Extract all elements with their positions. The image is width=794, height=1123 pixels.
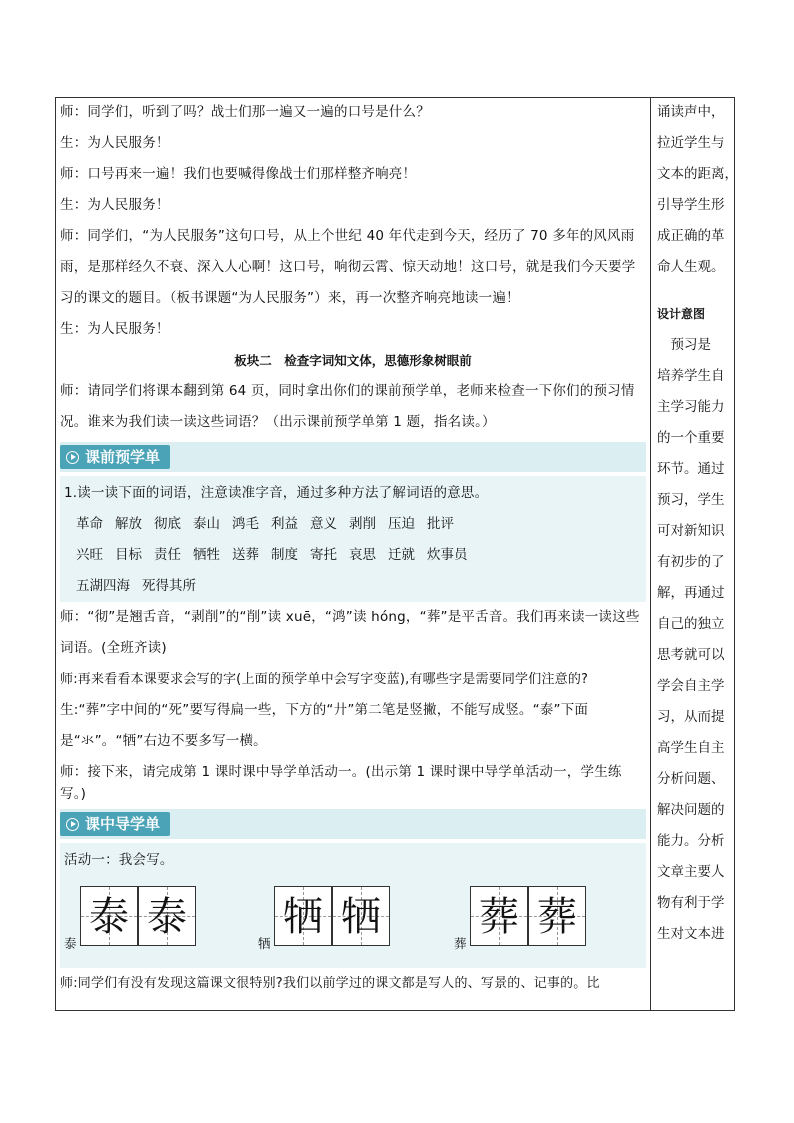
column-divider xyxy=(650,97,651,1011)
vocab-word: 剥削 xyxy=(349,516,376,532)
teacher-paragraph: 师：“彻”是翘舌音，“剥削”的“削”读 xuē，“鸿”读 hóng，“葬”是平舌音。我们再来读一读这些词语。(全班齐读) xyxy=(60,609,640,656)
teacher-line: 师:再来看看本课要求会写的字(上面的预学单中会写字变蓝),有哪些字是需要同学们注意的? xyxy=(60,672,589,687)
vocab-word: 制度 xyxy=(271,547,298,563)
note-line: 拉近学生与 xyxy=(657,135,725,151)
note-line: 的一个重要 xyxy=(657,430,725,446)
note-line: 高学生自主 xyxy=(657,740,725,756)
vocab-word: 五湖四海 xyxy=(76,578,130,594)
note-line: 思考就可以 xyxy=(657,647,725,663)
vocab-word: 意义 xyxy=(310,516,337,532)
vocab-word: 兴旺 xyxy=(76,547,103,563)
note-line: 物有利于学 xyxy=(657,895,725,911)
dialogue-line: 师：同学们，听到了吗？战士们那一遍又一遍的口号是什么？ xyxy=(60,104,430,120)
task-instruction: 1.读一读下面的词语，注意读准字音，通过多种方法了解词语的意思。 xyxy=(64,485,489,501)
vocab-word: 迁就 xyxy=(388,547,415,563)
design-intent-title: 设计意图 xyxy=(657,307,706,321)
pre-study-banner xyxy=(60,442,646,472)
vocab-word: 哀思 xyxy=(349,547,376,563)
teacher-line: 师:同学们有没有发现这篇课文很特别?我们以前学过的课文都是写人的、写景的、记事的。比 xyxy=(60,976,600,991)
note-line: 文章主要人 xyxy=(657,864,725,880)
design-notes-column xyxy=(657,97,738,950)
vocab-word: 泰山 xyxy=(193,516,220,532)
character-label: 牺 xyxy=(258,936,271,951)
banner-label: 课中导学单 xyxy=(85,815,161,833)
note-line: 有初步的了 xyxy=(657,554,725,570)
note-line: 诵读声中， xyxy=(657,104,725,120)
student-paragraph: 生:“葬”字中间的“死”要写得扁一些，下方的“廾”第二笔是竖撇，不能写成竖。“泰”下面是“氺”。“牺”右边不要多写一横。 xyxy=(60,702,589,749)
note-line: 生对文本进 xyxy=(657,926,725,942)
practice-character: 泰 xyxy=(147,894,187,940)
dialogue-line: 生：为人民服务！ xyxy=(60,135,170,151)
note-line: 学会自主学 xyxy=(657,678,725,694)
teacher-paragraph: 师：同学们，“为人民服务”这句口号，从上个世纪 40 年代走到今天，经历了 70 多年的风风雨雨，是那样经久不衰、深入人心啊！这口号，响彻云霄、惊天动地！这口号，就是我们今天要学习的课文的题目。（板书课题“为人民服务”）来，再一次整齐响亮地读一遍！ xyxy=(60,228,636,306)
vocab-word: 利益 xyxy=(271,516,298,532)
note-line: 能力。分析 xyxy=(657,833,725,849)
practice-character: 牺 xyxy=(341,894,381,940)
note-line: 解决问题的 xyxy=(657,802,725,818)
vocab-word: 牺牲 xyxy=(193,547,220,563)
word-row xyxy=(64,540,642,571)
vocab-word: 炊事员 xyxy=(427,547,468,563)
note-line: 习，从而提 xyxy=(657,709,725,725)
vocab-word: 彻底 xyxy=(154,516,181,532)
note-line: 分析问题、 xyxy=(657,771,725,787)
dialogue-line: 生：为人民服务！ xyxy=(60,321,170,337)
in-class-box xyxy=(60,843,646,968)
in-class-banner xyxy=(60,809,646,839)
practice-character: 葬 xyxy=(537,894,577,940)
main-column xyxy=(60,97,646,999)
dialogue-line: 生：为人民服务！ xyxy=(60,197,170,213)
word-row xyxy=(64,509,642,540)
note-line: 自己的独立 xyxy=(657,616,725,632)
note-line: 命人生观。 xyxy=(657,259,725,275)
teacher-paragraph: 师：请同学们将课本翻到第 64 页，同时拿出你们的课前预学单，老师来检查一下你们的预习情况。谁来为我们读一读这些词语？（出示课前预学单第 1 题，指名读。） xyxy=(60,383,635,430)
note-line: 环节。通过 xyxy=(657,461,725,477)
activity-label: 活动一：我会写。 xyxy=(64,852,174,868)
note-line: 主学习能力 xyxy=(657,399,725,415)
vocab-word: 批评 xyxy=(427,516,454,532)
vocab-word: 解放 xyxy=(115,516,142,532)
note-line: 文本的距离， xyxy=(657,166,738,182)
vocab-word: 死得其所 xyxy=(142,578,196,594)
character-label: 葬 xyxy=(454,936,467,951)
word-row xyxy=(64,571,642,602)
writing-practice xyxy=(64,876,642,968)
play-circle-icon xyxy=(66,451,79,464)
section-heading: 板块二 检查字词知文体，思德形象树眼前 xyxy=(234,353,472,368)
vocab-word: 目标 xyxy=(115,547,142,563)
note-line: 培养学生自 xyxy=(657,368,725,384)
banner-label: 课前预学单 xyxy=(85,448,161,466)
note-line: 预习，学生 xyxy=(657,492,725,508)
pre-study-box xyxy=(60,476,646,602)
character-label: 泰 xyxy=(64,936,77,951)
play-circle-icon xyxy=(66,818,79,831)
practice-character: 葬 xyxy=(479,894,519,940)
vocab-word: 寄托 xyxy=(310,547,337,563)
vocab-word: 革命 xyxy=(76,516,103,532)
vocab-word: 鸿毛 xyxy=(232,516,259,532)
note-line: 预习是 xyxy=(657,337,711,353)
teacher-paragraph: 师：接下来，请完成第 1 课时课中导学单活动一。(出示第 1 课时课中导学单活动一，学生练写。) xyxy=(60,764,622,802)
note-line: 可对新知识 xyxy=(657,523,725,539)
practice-character: 泰 xyxy=(89,894,129,940)
vocab-word: 责任 xyxy=(154,547,181,563)
vocab-word: 送葬 xyxy=(232,547,259,563)
vocab-word: 压迫 xyxy=(388,516,415,532)
practice-character: 牺 xyxy=(283,894,323,940)
note-line: 解，再通过 xyxy=(657,585,725,601)
dialogue-line: 师：口号再来一遍！我们也要喊得像战士们那样整齐响亮！ xyxy=(60,166,417,182)
note-line: 成正确的革 xyxy=(657,228,725,244)
note-line: 引导学生形 xyxy=(657,197,725,213)
